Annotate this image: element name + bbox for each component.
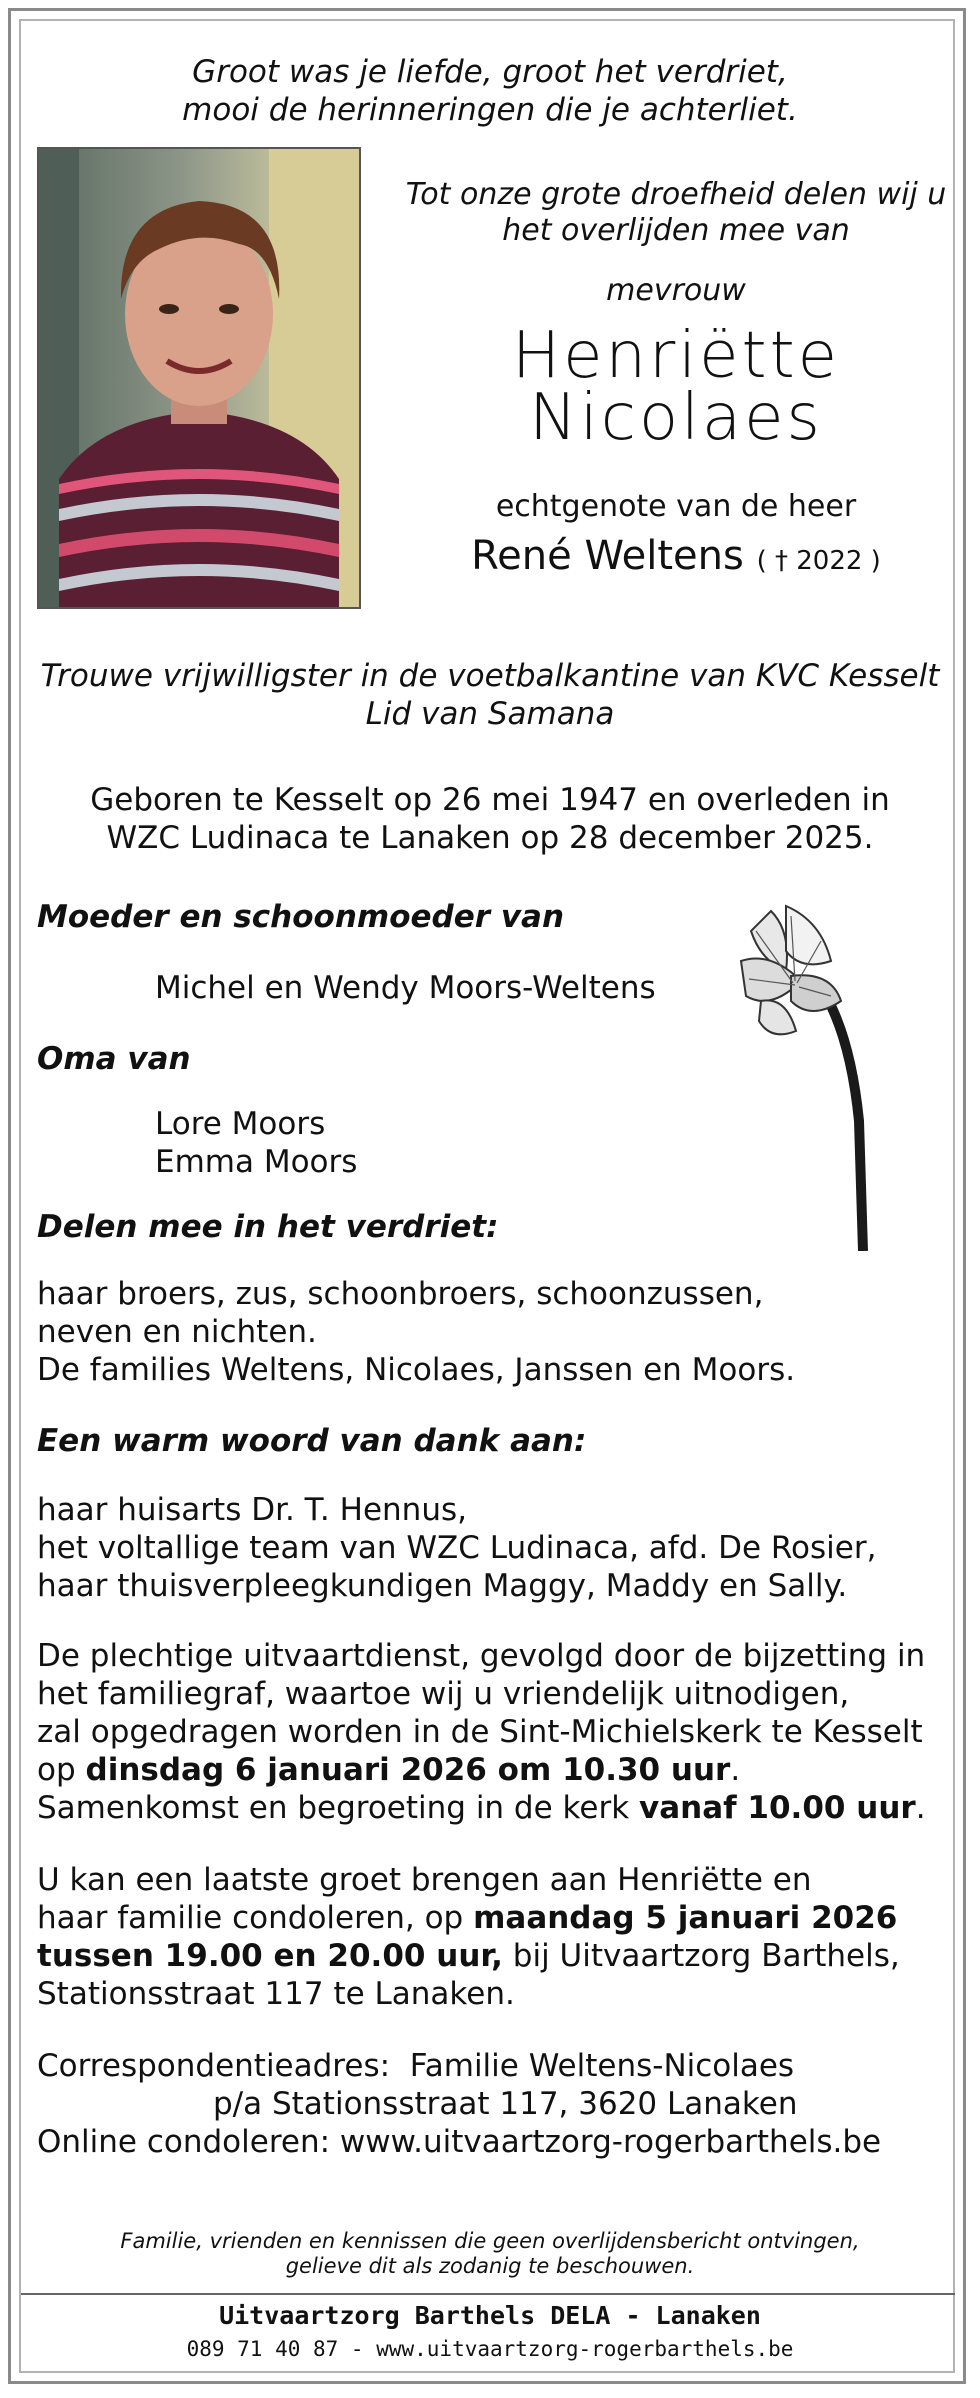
share-line-1: haar broers, zus, schoonbroers, schoonzussen, (37, 1276, 764, 1312)
correspondence-line-1 (37, 2047, 937, 2085)
mother-name-1: Michel en Wendy Moors-Weltens (155, 970, 656, 1006)
note-line-2: gelieve dit als zodanig te beschouwen. (285, 2254, 695, 2278)
portrait-photo (37, 147, 361, 609)
quote (11, 53, 969, 129)
thanks-heading: Een warm woord van dank aan: (37, 1423, 587, 1459)
share-heading: Delen mee in het verdriet: (37, 1209, 499, 1245)
visit-line-2: haar familie condoleren, op maandag 5 januari 2026 (37, 1900, 898, 1936)
flower-icon (731, 901, 881, 1251)
service-line-3: zal opgedragen worden in de Sint-Michielskerk te Kesselt (37, 1714, 923, 1750)
spouse-label: echtgenote van de heer (495, 489, 857, 524)
service-line-4: op dinsdag 6 januari 2026 om 10.30 uur. (37, 1752, 741, 1788)
spouse (381, 533, 971, 579)
announcement (381, 177, 971, 249)
thanks-line-2: het voltallige team van WZC Ludinaca, afd. De Rosier, (37, 1530, 877, 1566)
visit-line-1: U kan een laatste groet brengen aan Henriëtte en (37, 1862, 812, 1898)
visit-line-4: Stationsstraat 117 te Lanaken. (37, 1976, 515, 2012)
birth-death-info (11, 781, 969, 857)
flower-illustration (731, 901, 881, 1251)
funeral-company: Uitvaartzorg Barthels DELA - Lanaken (219, 2301, 761, 2330)
grandchild-name-2: Emma Moors (155, 1144, 358, 1180)
service-line-2: het familiegraf, waartoe wij u vriendelijk uitnodigen, (37, 1676, 850, 1712)
service-info (37, 1637, 937, 1789)
quote-line-1: Groot was je liefde, groot het verdriet, (192, 54, 788, 90)
death-notice (8, 8, 966, 2384)
correspondence-address: p/a Stationsstraat 117, 3620 Lanaken (213, 2086, 798, 2122)
gathering-info: Samenkomst en begroeting in de kerk vanaf 10.00 uur. (37, 1790, 926, 1826)
thanks-line-1: haar huisarts Dr. T. Hennus, (37, 1492, 467, 1528)
born-line-1: Geboren te Kesselt op 26 mei 1947 en overleden in (90, 782, 890, 818)
visit-time: tussen 19.00 en 20.00 uur, (37, 1938, 503, 1974)
correspondence-name: Familie Weltens-Nicolaes (409, 2048, 795, 2084)
announcement-line-1: Tot onze grote droefheid delen wij u (405, 177, 947, 212)
spouse-death-year: ( † 2022 ) (756, 546, 881, 576)
spouse-name: René Weltens (471, 533, 744, 579)
footer-divider (21, 2293, 955, 2295)
grandmother-heading: Oma van (37, 1041, 191, 1077)
deceased-first-name: Henriëtte (511, 319, 841, 393)
visit-line-3: tussen 19.00 en 20.00 uur, bij Uitvaartzorg Barthels, (37, 1938, 900, 1974)
gathering-time: vanaf 10.00 uur (639, 1790, 916, 1826)
visit-info (37, 1861, 937, 2013)
thanks-line-3: haar thuisverpleegkundigen Maggy, Maddy en Sally. (37, 1568, 848, 1604)
announcement-line-2: het overlijden mee van (502, 213, 850, 248)
visit-date: maandag 5 januari 2026 (473, 1900, 898, 1936)
online-condolences: Online condoleren: www.uitvaartzorg-rogerbarthels.be (37, 2124, 882, 2160)
correspondence-label: Correspondentieadres: (37, 2048, 391, 2084)
note-line-1: Familie, vrienden en kennissen die geen overlijdensbericht ontvingen, (120, 2229, 860, 2253)
notice-note (11, 2229, 969, 2279)
born-line-2: WZC Ludinaca te Lanaken op 28 december 2025. (106, 820, 874, 856)
volunteer-line-1: Trouwe vrijwilligster in de voetbalkantine van KVC Kesselt (40, 658, 940, 694)
salutation: mevrouw (606, 273, 746, 308)
service-line-1: De plechtige uitvaartdienst, gevolgd door de bijzetting in (37, 1638, 926, 1674)
correspondence (37, 2047, 937, 2161)
funeral-company-contact: 089 71 40 87 - www.uitvaartzorg-rogerbarthels.be (186, 2337, 794, 2361)
deceased-last-name: Nicolaes (529, 381, 823, 455)
quote-line-2: mooi de herinneringen die je achterliet. (182, 92, 798, 128)
mother-heading: Moeder en schoonmoeder van (37, 899, 565, 935)
portrait-illustration (39, 149, 359, 607)
share-line-3: De families Weltens, Nicolaes, Janssen en Moors. (37, 1352, 796, 1388)
grandchild-name-1: Lore Moors (155, 1106, 326, 1142)
share-line-2: neven en nichten. (37, 1314, 317, 1350)
volunteer-line-2: Lid van Samana (365, 696, 615, 732)
volunteer-info (11, 657, 969, 733)
service-date: dinsdag 6 januari 2026 om 10.30 uur (85, 1752, 731, 1788)
